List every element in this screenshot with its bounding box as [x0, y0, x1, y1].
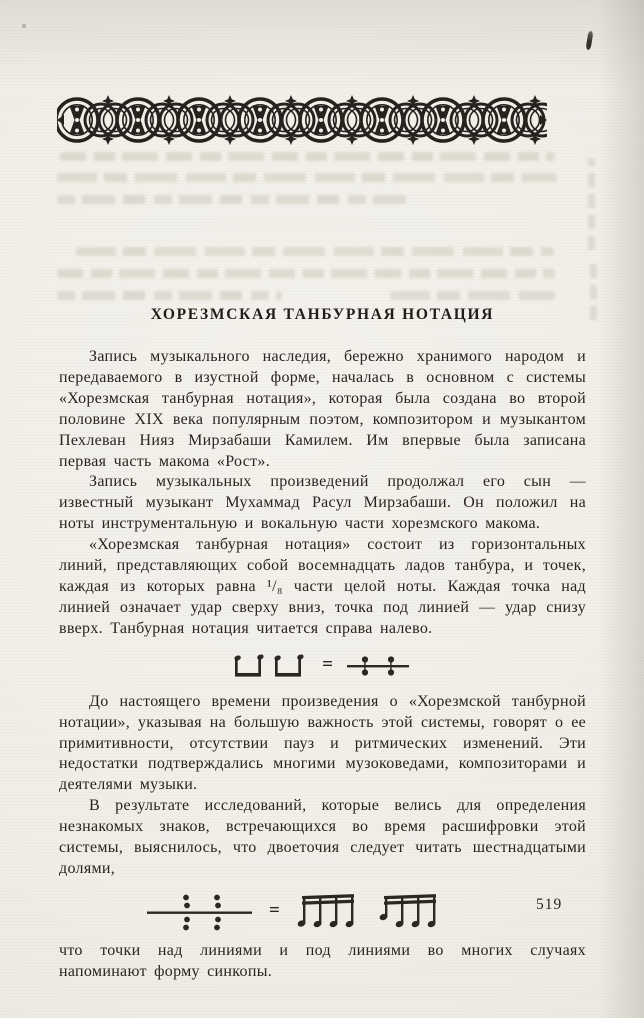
bleedthrough-line	[57, 269, 555, 278]
bleedthrough-line	[57, 195, 407, 204]
notation-figure-1	[59, 649, 586, 685]
ornamental-header-band	[57, 95, 547, 145]
paragraph: До настоящего времени произведения о «Хорезмской танбурной нотации», указывая на большую важность этой системы, говорят о ее примитивности, отсутствии пауз и ритмических изменений. Эти недостатки подтверждались многими музоковедами, композиторами и деятелями музыки.	[59, 692, 586, 794]
page-title: ХОРЕЗМСКАЯ ТАНБУРНАЯ НОТАЦИЯ	[150, 306, 495, 323]
bleedthrough-line	[57, 291, 282, 300]
bleedthrough-line	[76, 247, 554, 256]
tanbur-line-with-dots-glyph	[347, 649, 411, 685]
paragraph: «Хорезмская танбурная нотация» состоит из горизонтальных линий, представляющих собой восемнадцать ладов танбура, и точек, каждая из которых равна ¹/₈ части целой ноты. Каждая точка над линией означает удар сверху вниз, точка под линией — удар снизу вверх. Танбурная нотация читается справа налево.	[59, 536, 586, 637]
equals-sign: =	[269, 900, 280, 922]
paragraph: В результате исследований, которые велись для определения незнакомых знаков, встречающихся во время расшифровки этой системы, выяснилось, что двоеточия следует читать шестнадцатыми долями,	[59, 797, 586, 877]
bleedthrough-line	[390, 291, 555, 300]
paragraph: что точки над линиями и под линиями во многих случаях напоминают форму синкопы.	[59, 941, 586, 980]
bleedthrough-edge-marks	[590, 262, 597, 320]
page-number: 519	[536, 896, 563, 913]
paragraph: Запись музыкальных произведений продолжал его сын — известный музыкант Мухаммад Расул Мирзабаши. Он положил на ноты инструментальную и вокальную части хорезмского макома.	[59, 473, 586, 533]
paragraph: Запись музыкального наследия, бережно хранимого народом и передаваемого в изустной форме, началась в основном с системы «Хорезмская танбурная нотация», которая была создана во второй половине XIX века популярным поэтом, композитором и музыкантом Пехлеван Нияз Мирзабаши Камилем. Им впервые была записана первая часть макома «Рост».	[59, 348, 586, 470]
notation-figure-2	[147, 891, 586, 935]
bleedthrough-line	[60, 152, 555, 161]
tanbur-line-with-colons-glyph	[147, 891, 255, 935]
ink-smudge-mark	[586, 31, 594, 51]
bleedthrough-edge-marks	[588, 158, 595, 250]
bleedthrough-line	[57, 173, 557, 182]
paper-speck	[22, 24, 26, 28]
beamed-eighth-pairs-glyph	[234, 649, 308, 685]
equals-sign: =	[322, 654, 333, 676]
sixteenth-notes-group-glyph	[294, 891, 358, 935]
sixteenth-notes-group-glyph	[376, 891, 440, 935]
body-text	[59, 347, 586, 983]
